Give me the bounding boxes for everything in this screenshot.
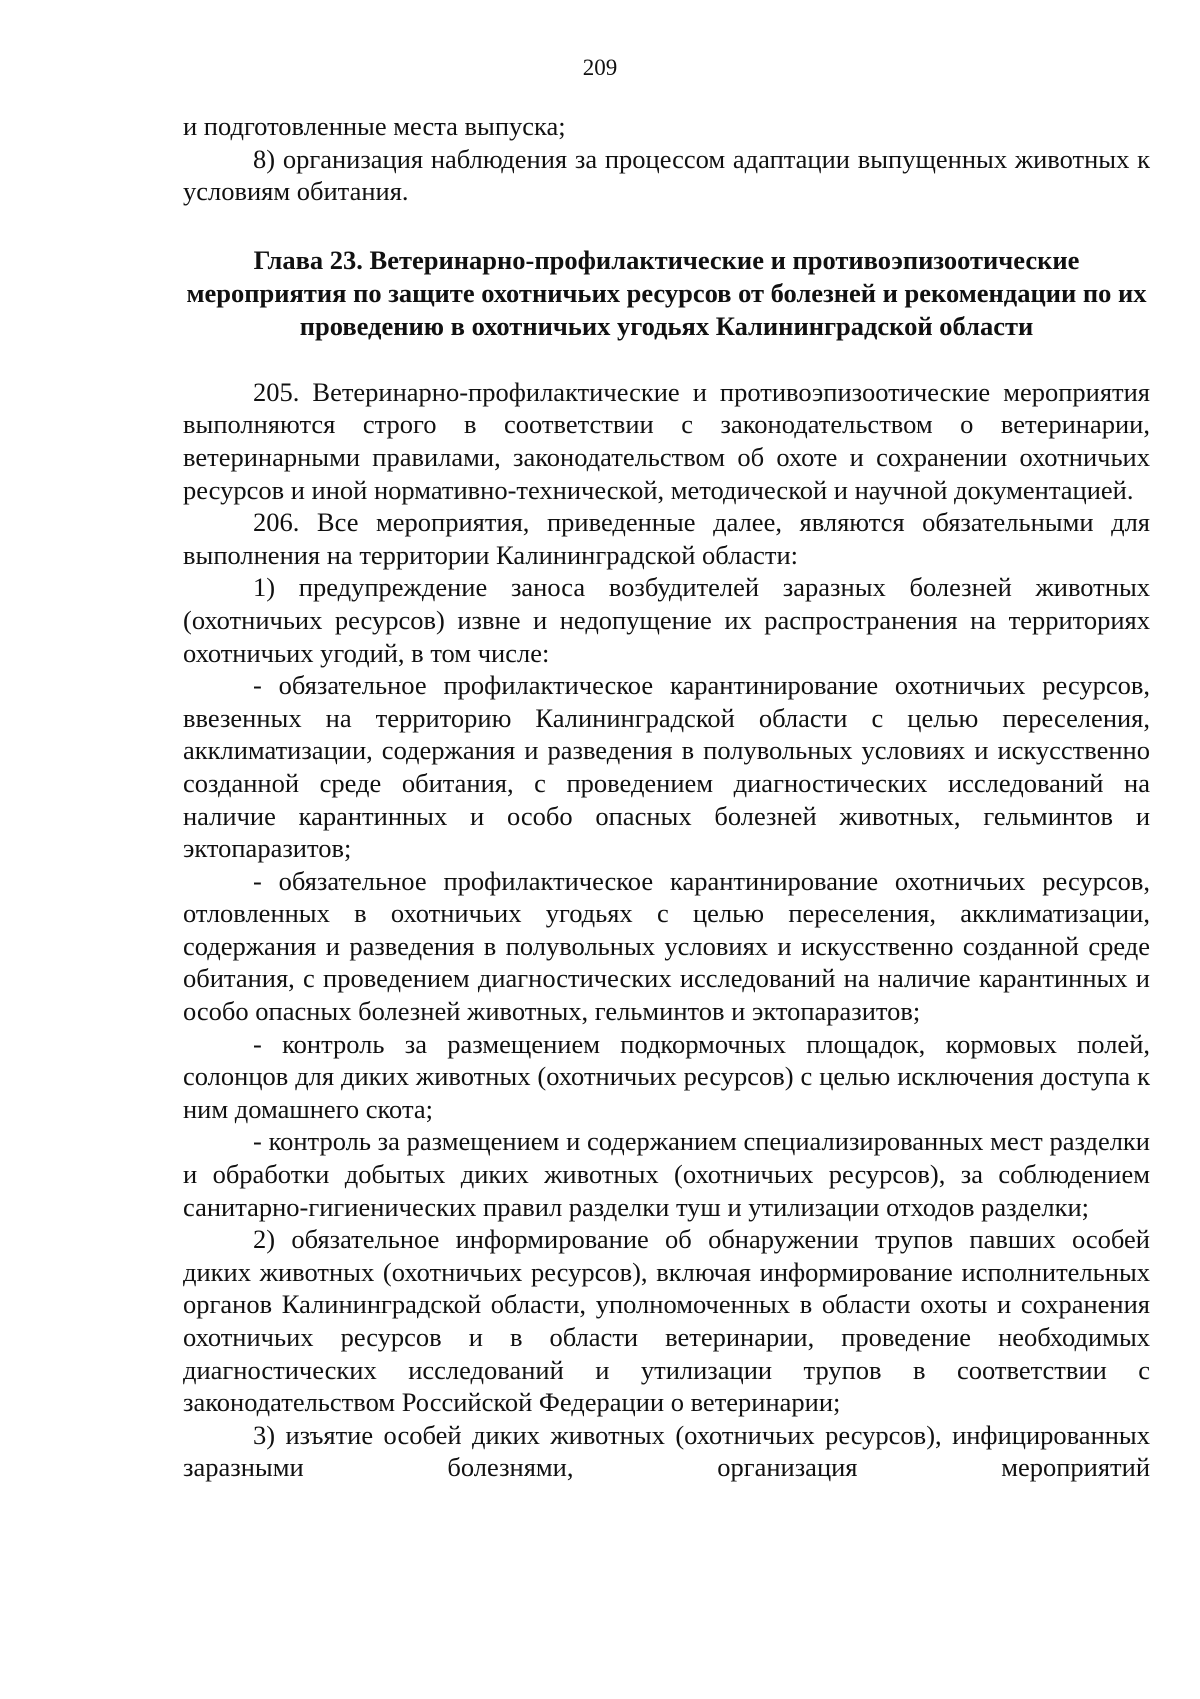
list-item-2: 2) обязательное информирование об обнаружении трупов павших особей диких животных (охотничьих ресурсов), включая информирование исполнительных органов Калининградской области, уполномоченных в области охоты и сохранения охотничьих ресурсов и в области ветеринарии, проведение необходимых диагностических исследований и утилизации трупов в соответствии с законодательством Российской Федерации о ветеринарии; bbox=[183, 1224, 1150, 1418]
list-item-3: 3) изъятие особей диких животных (охотничьих ресурсов), инфицированных заразными болезнями, организация мероприятий bbox=[183, 1419, 1150, 1483]
page-number: 209 bbox=[582, 55, 618, 80]
dash-item-butchering-sites-control: - контроль за размещением и содержанием специализированных мест разделки и обработки добытых диких животных (охотничьих ресурсов), за соблюдением санитарно-гигиенических правил разделки туш и утилизации отходов разделки; bbox=[183, 1126, 1150, 1222]
dash-item-feeding-sites-control: - контроль за размещением подкормочных площадок, кормовых полей, солонцов для диких животных (охотничьих ресурсов) с целью исключения доступа к ним домашнего скота; bbox=[183, 1028, 1150, 1124]
dash-item-quarantine-imported: - обязательное профилактическое карантинирование охотничьих ресурсов, ввезенных на территорию Калининградской области с целью переселения, акклиматизации, содержания и разведения в полувольных условиях и искусственно созданной среде обитания, с проведением диагностических исследований на наличие карантинных и особо опасных болезней животных, гельминтов и эктопаразитов; bbox=[183, 670, 1150, 864]
document-body bbox=[183, 110, 1150, 1484]
chapter-heading: Глава 23. Ветеринарно-профилактические и противоэпизоотические мероприятия по защите охотничьих ресурсов от болезней и рекомендации по их проведению в охотничьих угодьях Калининградской области bbox=[186, 244, 1147, 341]
paragraph-206: 206. Все мероприятия, приведенные далее, являются обязательными для выполнения на территории Калининградской области: bbox=[183, 507, 1150, 570]
list-item-8: 8) организация наблюдения за процессом адаптации выпущенных животных к условиям обитания. bbox=[183, 143, 1150, 207]
list-item-1: 1) предупреждение заноса возбудителей заразных болезней животных (охотничьих ресурсов) извне и недопущение их распространения на территориях охотничьих угодий, в том числе: bbox=[183, 572, 1150, 668]
continuation-line: и подготовленные места выпуска; bbox=[183, 111, 566, 141]
paragraph-205: 205. Ветеринарно-профилактические и противоэпизоотические мероприятия выполняются строго в соответствии с законодательством о ветеринарии, ветеринарными правилами, законодательством об охоте и сохранении охотничьих ресурсов и иной нормативно-технической, методической и научной документацией. bbox=[183, 376, 1150, 505]
dash-item-quarantine-captured: - обязательное профилактическое карантинирование охотничьих ресурсов, отловленных в охотничьих угодьях с целью переселения, акклиматизации, содержания и разведения в полувольных условиях и искусственно созданной среде обитания, с проведением диагностических исследований на наличие карантинных и особо опасных болезней животных, гельминтов и эктопаразитов; bbox=[183, 865, 1150, 1027]
